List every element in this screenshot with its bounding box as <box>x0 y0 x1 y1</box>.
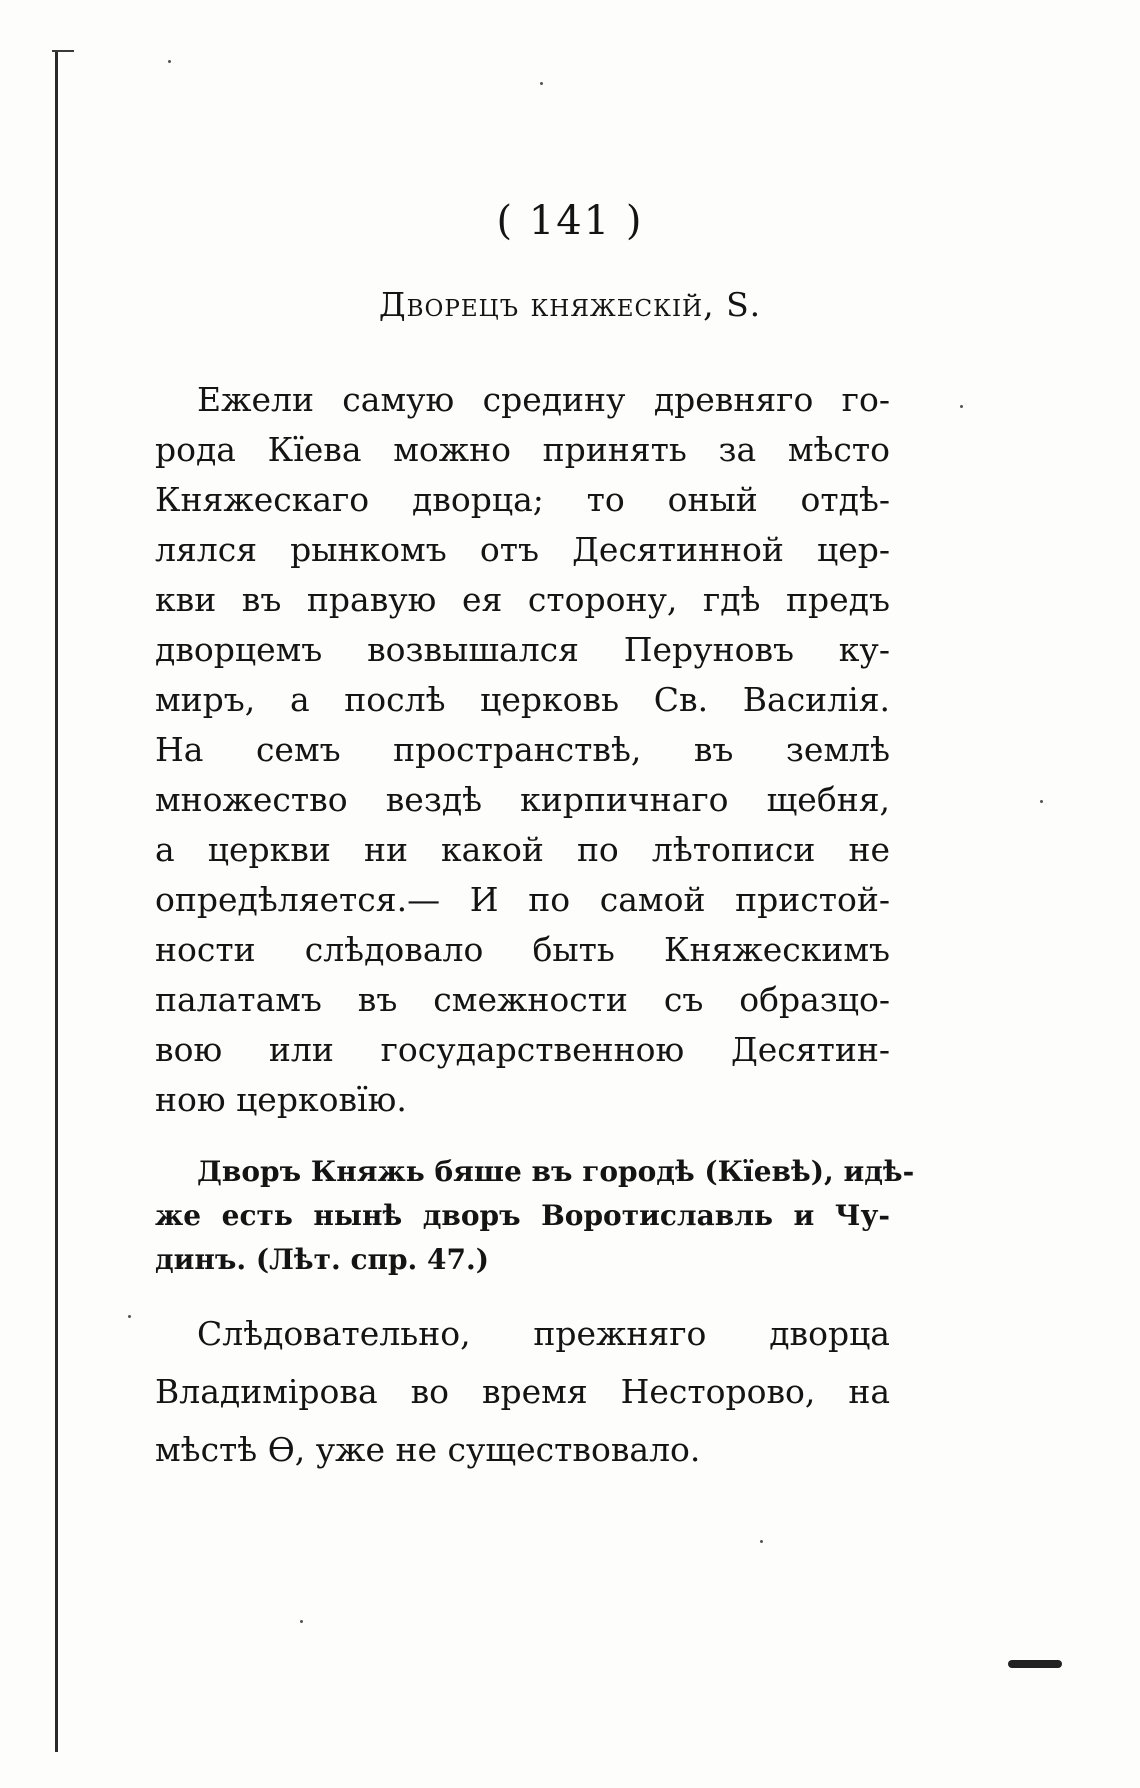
page-number: ( 141 ) <box>496 198 644 244</box>
text-line: миръ, а послѣ церковь Св. Василія. <box>155 680 890 719</box>
quote-line: динъ. (Лѣт. спр. 47.) <box>155 1243 490 1276</box>
text-line: На семъ пространствѣ, въ землѣ <box>155 730 890 769</box>
paper-speck <box>1040 800 1043 803</box>
text-line: Ежели самую средину древняго го- <box>197 380 890 419</box>
text-line: Княжескаго дворца; то оный отдѣ- <box>155 480 890 519</box>
paper-speck <box>960 405 963 408</box>
text-line: дворцемъ возвышался Перуновъ ку- <box>155 630 890 669</box>
text-line: вою или государственною Десятин- <box>155 1030 890 1069</box>
chronicle-quote <box>155 1150 915 1282</box>
paper-speck <box>540 82 543 85</box>
text-line: мѣстѣ Ѳ, уже не существовало. <box>155 1430 701 1469</box>
paragraph-conclusion <box>155 1305 890 1479</box>
text-line: множество вездѣ кирпичнаго щебня, <box>155 780 890 819</box>
text-line: ною церковїю. <box>155 1080 407 1119</box>
text-line: кви въ правую ея сторону, гдѣ предъ <box>155 580 890 619</box>
quote-line: Дворъ Княжь бяше въ городѣ (Кїевѣ), идѣ- <box>197 1155 915 1188</box>
paragraph-main <box>155 375 890 1125</box>
text-line: рода Кїева можно принять за мѣсто <box>155 430 890 469</box>
paper-speck <box>760 1540 763 1543</box>
text-line: Слѣдовательно, прежняго дворца <box>197 1314 890 1353</box>
paper-speck <box>128 1315 131 1318</box>
text-line: а церкви ни какой по лѣтописи не <box>155 830 890 869</box>
text-line: палатамъ въ смежности съ образцо- <box>155 980 890 1019</box>
text-line: лялся рынкомъ отъ Десятинной цер- <box>155 530 890 569</box>
page-edge-tick <box>52 50 74 52</box>
text-line: опредѣляется.— И по самой пристой- <box>155 880 890 919</box>
text-line: ности слѣдовало быть Княжескимъ <box>155 930 890 969</box>
quote-line: же есть нынѣ дворъ Воротиславль и Чу- <box>155 1199 890 1232</box>
text-line: Владимірова во время Несторово, на <box>155 1372 890 1411</box>
section-heading: Дворецъ княжескій, Ѕ. <box>378 285 762 324</box>
paper-speck <box>300 1620 303 1623</box>
ink-smudge <box>1008 1660 1062 1668</box>
paper-speck <box>168 60 171 63</box>
